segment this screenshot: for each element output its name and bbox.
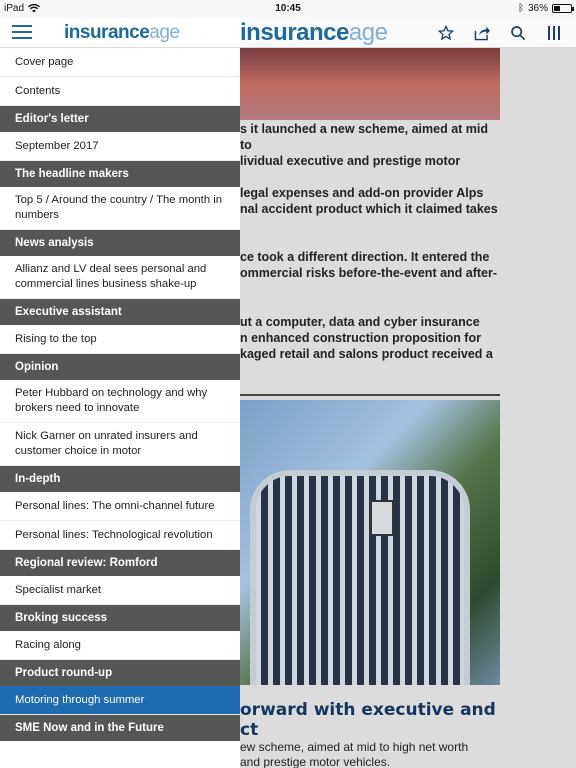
menu-item[interactable]: Specialist market (0, 576, 240, 605)
menu-item[interactable]: Personal lines: The omni-channel future (0, 492, 240, 521)
battery-icon (552, 4, 572, 13)
menu-item[interactable]: Racing along (0, 631, 240, 660)
navigation-drawer (0, 18, 240, 768)
share-icon[interactable] (472, 23, 492, 43)
brand-logo-background (240, 19, 387, 47)
menu-section-header: Opinion (0, 354, 240, 380)
menu-item[interactable]: Peter Hubbard on technology and why brokers need to innovate (0, 380, 240, 423)
article-paragraph: s it launched a new scheme, aimed at mid to lividual executive and prestige motor (240, 122, 488, 168)
article-background (240, 48, 500, 768)
battery-level (554, 6, 560, 11)
star-icon[interactable] (436, 23, 456, 43)
search-icon[interactable] (508, 23, 528, 43)
menu-section-header: Product round-up (0, 660, 240, 686)
menu-section-header: Regional review: Romford (0, 550, 240, 576)
hero-image (240, 48, 500, 120)
menu-item[interactable]: Rising to the top (0, 325, 240, 354)
menu-item[interactable]: Nick Garner on unrated insurers and customer choice in motor (0, 423, 240, 466)
car-emblem (370, 500, 394, 536)
article-paragraph: ut a computer, data and cyber insurance n enhanced construction proposition for kaged retail and salons product received a (240, 315, 493, 361)
menu-item-active[interactable]: Motoring through summer (0, 686, 240, 715)
menu-section-header: SME Now and in the Future (0, 715, 240, 741)
article-headline: orward with executive and ct (240, 700, 496, 740)
brand-accent: age (149, 21, 180, 43)
bluetooth-icon: ᛒ (517, 3, 524, 14)
menu-section-header: Broking success (0, 605, 240, 631)
car-grille (250, 470, 470, 685)
section-divider (240, 394, 500, 396)
contents-menu (0, 48, 240, 741)
menu-item[interactable]: Contents (0, 77, 240, 106)
menu-section-header: Executive assistant (0, 299, 240, 325)
article-paragraph: legal expenses and add-on provider Alps nal accident product which it claimed takes (240, 186, 498, 216)
brand-logo (64, 22, 179, 44)
menu-item[interactable]: September 2017 (0, 132, 240, 161)
menu-item[interactable]: Top 5 / Around the country / The month in numbers (0, 187, 240, 230)
status-bar (0, 0, 576, 18)
article-lead: ew scheme, aimed at mid to high net worth and prestige motor vehicles. (240, 740, 469, 768)
right-gutter (500, 48, 576, 768)
hamburger-menu-icon[interactable] (12, 24, 36, 42)
menu-item[interactable]: Personal lines: Technological revolution (0, 521, 240, 550)
brand-main: insurance (64, 21, 150, 43)
battery-percent: 36% (527, 3, 548, 14)
article-paragraph: ce took a different direction. It entered the ommercial risks before-the-event and after- (240, 250, 498, 280)
menu-section-header: In-depth (0, 466, 240, 492)
brand-accent: age (348, 19, 388, 46)
clock: 10:45 (275, 3, 301, 14)
menu-section-header: Editor's letter (0, 106, 240, 132)
menu-section-header: News analysis (0, 230, 240, 256)
menu-item[interactable]: Cover page (0, 48, 240, 77)
columns-icon[interactable] (544, 23, 564, 43)
car-image (240, 400, 500, 685)
drawer-header (0, 18, 240, 48)
device-label: iPad (4, 3, 25, 14)
menu-section-header: The headline makers (0, 161, 240, 187)
menu-item[interactable]: Allianz and LV deal sees personal and commercial lines business shake-up (0, 256, 240, 299)
brand-main: insurance (240, 19, 349, 46)
